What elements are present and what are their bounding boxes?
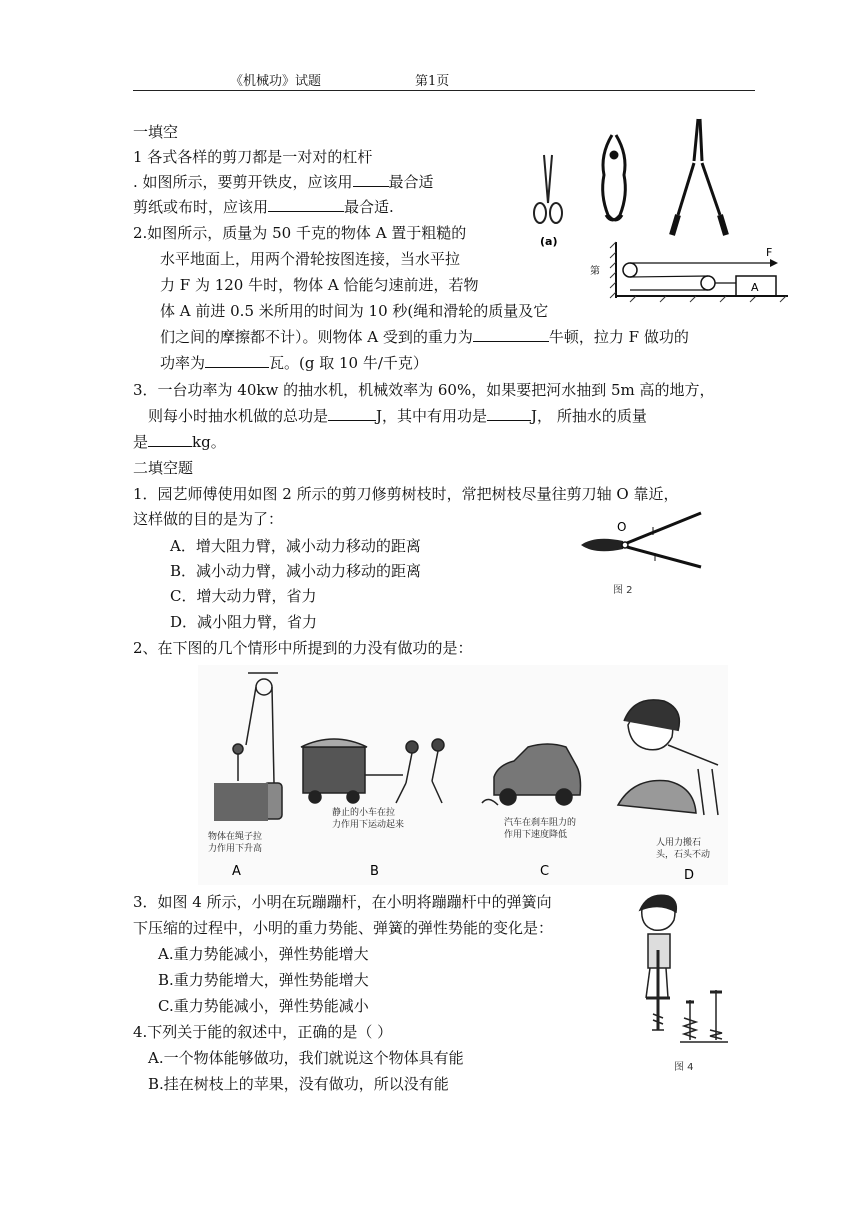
block-a-label: A <box>751 281 759 294</box>
fig4-caption: 图 4 <box>674 1062 694 1073</box>
p1-line2: 这样做的目的是为了： <box>133 510 284 528</box>
q3-line3: 是 kg。 <box>133 433 226 451</box>
q2-line6: 功率为 瓦。(g 取 10 牛/千克） <box>160 354 428 372</box>
pruner-blades-icon <box>581 539 623 552</box>
q3-blank-3[interactable] <box>148 431 192 447</box>
p1-option-d[interactable]: D．减小阻力臂，省力 <box>170 613 318 631</box>
caption-b-2: 力作用下运动起来 <box>332 820 405 830</box>
p1-line1: 1．园艺师傅使用如图 2 所示的剪刀修剪树枝时，常把树枝尽量往剪刀轴 O 靠近， <box>133 485 679 503</box>
caption-d-1: 人用力搬石 <box>656 838 702 848</box>
q3-line1: 3．一台功率为 40kw 的抽水机，机械效率为 60%，如果要把河水抽到 5m 高的地方， <box>133 381 715 399</box>
q2-line1: 2.如图所示，质量为 50 千克的物体 A 置于粗糙的 <box>133 224 467 242</box>
q1-line2: . 如图所示，要剪开铁皮，应该用 最合适 <box>133 173 434 191</box>
p4-option-a[interactable]: A.一个物体能够做功，我们就说这个物体具有能 <box>148 1049 464 1067</box>
header-page: 第1页 <box>415 74 450 89</box>
moving-pulley-icon <box>701 276 715 290</box>
q1-blank-2[interactable] <box>268 196 344 212</box>
q1-line1: 1 各式各样的剪刀都是一对对的杠杆 <box>133 148 373 166</box>
pulley-wall-label: 第 <box>590 266 600 277</box>
pogo-figure <box>620 890 740 1080</box>
q1-blank-1[interactable] <box>353 171 389 187</box>
caption-d-2: 头，石头不动 <box>656 850 711 860</box>
p3-line1: 3．如图 4 所示，小明在玩蹦蹦杆，在小明将蹦蹦杆中的弹簧向 <box>133 893 552 911</box>
header-rule <box>133 90 755 91</box>
hedge-shears-icon <box>672 119 726 235</box>
p1-option-c[interactable]: C．增大动力臂，省力 <box>170 587 317 605</box>
pulley-figure <box>590 238 790 303</box>
boy-icon <box>640 895 676 1030</box>
section2-title: 二填空题 <box>133 459 194 477</box>
q2-blank-1[interactable] <box>473 326 549 342</box>
p1-option-b[interactable]: B．减小动力臂，减小动力移动的距离 <box>170 562 422 580</box>
header-title: 《机械功》试题 <box>230 74 322 89</box>
tin-snips-icon <box>603 135 626 220</box>
scene-label-a: A <box>232 864 241 879</box>
q3-blank-1[interactable] <box>328 405 376 421</box>
p1-option-a[interactable]: A．增大阻力臂，减小动力移动的距离 <box>170 537 421 555</box>
section1-title: 一填空 <box>133 123 179 141</box>
q3-blank-2[interactable] <box>487 405 531 421</box>
q2-line2: 水平地面上，用两个滑轮按图连接，当水平拉 <box>160 250 461 268</box>
scene-label-c: C <box>540 864 550 879</box>
q2-line4: 体 A 前进 0.5 米所用的时间为 10 秒(绳和滑轮的质量及它 <box>160 302 549 320</box>
q3-line2: 则每小时抽水机做的总功是 J，其中有用功是 J， 所抽水的质量 <box>148 407 647 425</box>
q1-line3: 剪纸或布时，应该用 最合适. <box>133 198 394 216</box>
caption-b-1: 静止的小车在拉 <box>332 808 396 818</box>
pruner-figure <box>575 505 705 600</box>
paper-scissors-icon <box>534 155 562 223</box>
scissors-figure <box>530 115 760 255</box>
p3-option-b[interactable]: B.重力势能增大，弹性势能增大 <box>158 971 369 989</box>
q2-blank-2[interactable] <box>205 352 269 368</box>
caption-c-2: 作用下速度降低 <box>504 830 568 840</box>
p2-line1: 2、在下图的几个情形中所提到的力没有做功的是： <box>133 639 473 657</box>
q2-line5: 们之间的摩擦都不计）。则物体 A 受到的重力为 牛顿，拉力 F 做功的 <box>160 328 689 346</box>
spring-detail-icon <box>680 990 728 1042</box>
scene-label-b: B <box>370 864 379 879</box>
p3-option-c[interactable]: C.重力势能减小，弹性势能减小 <box>158 997 369 1015</box>
p3-option-a[interactable]: A.重力势能减小，弹性势能增大 <box>158 945 369 963</box>
caption-a-2: 力作用下升高 <box>208 844 263 854</box>
scissors-label-a: (a) <box>540 235 558 248</box>
p4-option-b[interactable]: B.挂在树枝上的苹果，没有做功，所以没有能 <box>148 1075 449 1093</box>
p4-line1: 4.下列关于能的叙述中，正确的是（ ） <box>133 1023 393 1041</box>
caption-c-1: 汽车在刹车阻力的 <box>504 818 577 828</box>
p3-line2: 下压缩的过程中，小明的重力势能、弹簧的弹性势能的变化是： <box>133 919 554 937</box>
q2-line3: 力 F 为 120 牛时，物体 A 恰能匀速前进，若物 <box>160 276 479 294</box>
scene-label-d: D <box>684 868 695 883</box>
four-situations-figure <box>198 665 728 885</box>
caption-a-1: 物体在绳子拉 <box>208 832 263 842</box>
force-label: F <box>766 246 773 259</box>
fig2-caption: 图 2 <box>613 585 633 596</box>
fixed-pulley-icon <box>623 263 637 277</box>
pruner-axis-label: O <box>617 520 627 534</box>
